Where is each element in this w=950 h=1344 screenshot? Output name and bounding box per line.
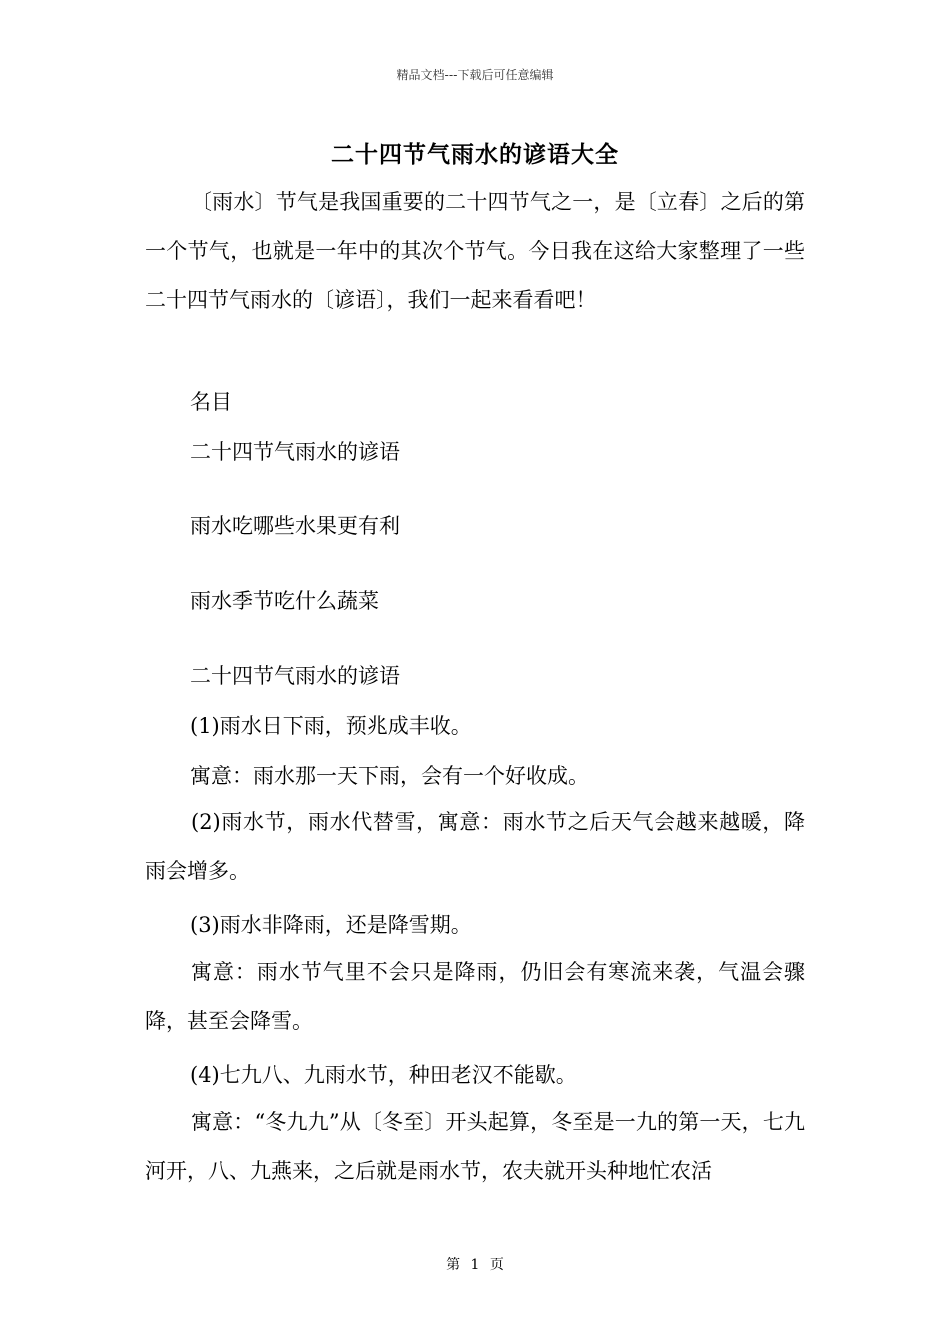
- intro-paragraph-block: [145, 178, 805, 325]
- meaning-block: [145, 948, 805, 1046]
- page-footer: [0, 1254, 950, 1274]
- toc-item: 二十四节气雨水的谚语: [190, 440, 400, 464]
- meaning-text: 寓意：“冬九九”从〔冬至〕开头起算，冬至是一九的第一天，七九河开，八、九燕来，之后就是雨水节，农夫就开头种地忙农活: [145, 1110, 805, 1183]
- meaning-text: 寓意：雨水那一天下雨，会有一个好收成。: [190, 764, 589, 788]
- page-header: 精品文档---下载后可任意编辑: [396, 68, 554, 82]
- toc-heading: 名目: [190, 390, 232, 414]
- toc-item: 雨水吃哪些水果更有利: [190, 514, 400, 538]
- saying-item: (2)雨水节，雨水代替雪，寓意：雨水节之后天气会越来越暖，降雨会增多。: [145, 810, 805, 883]
- saying-block: [145, 798, 805, 896]
- saying-item: (1)雨水日下雨，预兆成丰收。: [190, 714, 472, 738]
- meaning-block: [145, 1098, 805, 1196]
- toc-item: 雨水季节吃什么蔬菜: [190, 589, 379, 613]
- meaning-text: 寓意：雨水节气里不会只是降雨，仍旧会有寒流来袭，气温会骤降，甚至会降雪。: [145, 960, 805, 1033]
- saying-item: (4)七九八、九雨水节，种田老汉不能歇。: [190, 1063, 577, 1087]
- saying-item: (3)雨水非降雨，还是降雪期。: [190, 913, 472, 937]
- intro-paragraph: 〔雨水〕节气是我国重要的二十四节气之一，是〔立春〕之后的第一个节气，也就是一年中的其次个节气。今日我在这给大家整理了一些二十四节气雨水的〔谚语〕，我们一起来看看吧！: [145, 190, 805, 312]
- page-number: 1: [470, 1257, 480, 1273]
- section-heading: 二十四节气雨水的谚语: [190, 664, 400, 688]
- footer-suffix: 页: [489, 1257, 504, 1273]
- footer-prefix: 第: [446, 1257, 461, 1273]
- document-title: 二十四节气雨水的谚语大全: [331, 141, 619, 168]
